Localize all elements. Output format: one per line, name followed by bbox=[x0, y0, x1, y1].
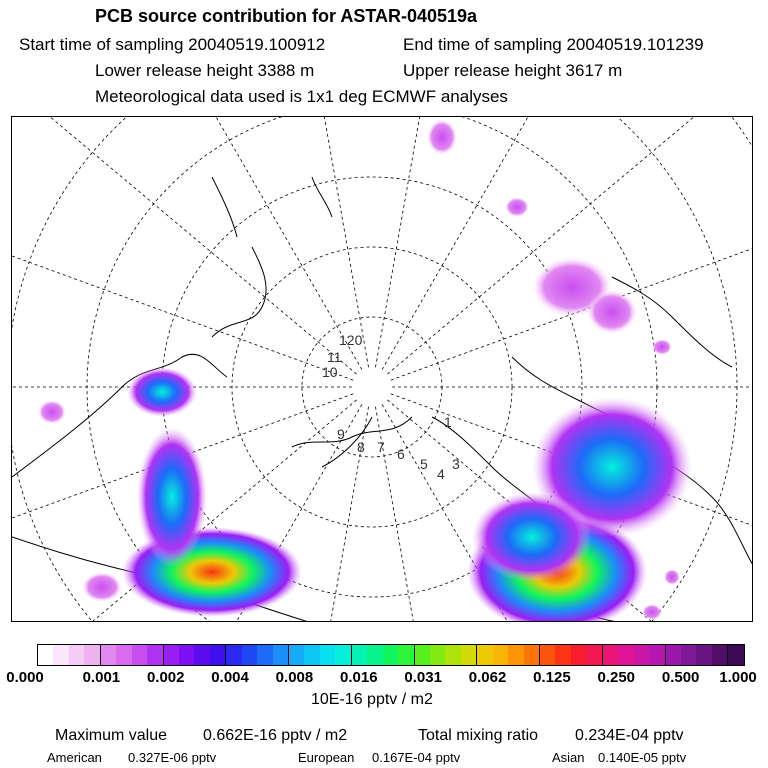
colorbar-units: 10E-16 pptv / m2 bbox=[311, 691, 433, 708]
colorbar-tick-label: 0.062 bbox=[468, 669, 507, 686]
american-value: 0.327E-06 pptv bbox=[128, 750, 217, 765]
colorbar-segment bbox=[257, 645, 272, 665]
colorbar-segment bbox=[586, 645, 602, 665]
traj-label-9: 9 bbox=[337, 426, 345, 442]
polar-map bbox=[11, 116, 753, 622]
colorbar-segment bbox=[666, 645, 681, 665]
american-label: American bbox=[47, 750, 102, 765]
colorbar-segment bbox=[273, 645, 289, 665]
colorbar-tick-label: 0.250 bbox=[597, 669, 636, 686]
colorbar-segment bbox=[508, 645, 523, 665]
colorbar-segment bbox=[210, 645, 226, 665]
colorbar-tick-label: 0.002 bbox=[146, 669, 185, 686]
colorbar-segment bbox=[383, 645, 398, 665]
colorbar-segment bbox=[147, 645, 163, 665]
colorbar-tick-label: 0.500 bbox=[661, 669, 700, 686]
met-data-note: Meteorological data used is 1x1 deg ECMWF analyses bbox=[95, 87, 508, 106]
colorbar-segment bbox=[540, 645, 555, 665]
total-mixing-value: 0.234E-04 pptv bbox=[575, 727, 684, 744]
colorbar-segment bbox=[696, 645, 711, 665]
traj-label-10: 10 bbox=[322, 364, 338, 380]
colorbar-segment bbox=[461, 645, 477, 665]
colorbar-segment bbox=[649, 645, 665, 665]
colorbar-segment bbox=[226, 645, 241, 665]
colorbar-segment bbox=[603, 645, 618, 665]
traj-label-8: 8 bbox=[357, 439, 365, 455]
colorbar-segment bbox=[352, 645, 367, 665]
colorbar-segment bbox=[289, 645, 304, 665]
colorbar-tick-label: 0.016 bbox=[340, 669, 378, 686]
start-time: Start time of sampling 20040519.100912 bbox=[19, 35, 326, 54]
traj-label-4: 4 bbox=[437, 466, 445, 482]
map-title: PCB source contribution for ASTAR-040519a bbox=[95, 6, 478, 26]
total-mixing-label: Total mixing ratio bbox=[418, 727, 539, 744]
traj-label-3: 3 bbox=[452, 456, 460, 472]
colorbar-segment bbox=[712, 645, 728, 665]
traj-label-11: 11 bbox=[327, 349, 342, 365]
colorbar-segment bbox=[304, 645, 319, 665]
colorbar-segment bbox=[555, 645, 570, 665]
colorbar-segment bbox=[445, 645, 460, 665]
max-value: 0.662E-16 pptv / m2 bbox=[203, 727, 348, 744]
traj-label-1: 1 bbox=[444, 414, 452, 430]
colorbar-segment bbox=[415, 645, 430, 665]
meridian-line bbox=[375, 117, 493, 367]
european-value: 0.167E-04 pptv bbox=[372, 750, 461, 765]
meridians bbox=[12, 117, 753, 622]
lower-release-height: Lower release height 3388 m bbox=[95, 61, 315, 80]
colorbar-tick-label: 0.004 bbox=[211, 669, 249, 686]
colorbar-segment bbox=[320, 645, 335, 665]
meridian-line bbox=[12, 148, 353, 381]
colorbar-segment bbox=[53, 645, 68, 665]
colorbar bbox=[37, 644, 745, 666]
colorbar-segment bbox=[38, 645, 53, 665]
colorbar-segment bbox=[634, 645, 649, 665]
colorbar-segment bbox=[524, 645, 540, 665]
colorbar-segment bbox=[164, 645, 179, 665]
colorbar-segment bbox=[681, 645, 696, 665]
colorbar-segment bbox=[477, 645, 492, 665]
colorbar-segment bbox=[571, 645, 586, 665]
meridian-line bbox=[22, 117, 362, 370]
colorbar-segment bbox=[101, 645, 116, 665]
asian-label: Asian bbox=[552, 750, 585, 765]
colorbar-tick-label: 0.000 bbox=[6, 669, 44, 686]
colorbar-tick-label: 0.031 bbox=[404, 669, 442, 686]
meridian-line bbox=[250, 117, 368, 367]
meridian-line bbox=[382, 117, 722, 370]
colorbar-segment bbox=[116, 645, 131, 665]
colorbar-segment bbox=[430, 645, 445, 665]
colorbar-segment bbox=[367, 645, 382, 665]
colorbar-segment bbox=[728, 645, 743, 665]
colorbar-segment bbox=[493, 645, 508, 665]
colorbar-tick-label: 1.000 bbox=[719, 669, 757, 686]
european-label: European bbox=[298, 750, 355, 765]
meridian-line bbox=[12, 117, 357, 374]
colorbar-segment bbox=[69, 645, 84, 665]
asian-value: 0.140E-05 pptv bbox=[598, 750, 687, 765]
colorbar-segment bbox=[242, 645, 257, 665]
colorbar-segment bbox=[398, 645, 414, 665]
colorbar-segment bbox=[618, 645, 633, 665]
upper-release-height: Upper release height 3617 m bbox=[403, 61, 623, 80]
colorbar-segment bbox=[179, 645, 194, 665]
colorbar-tick-label: 0.001 bbox=[82, 669, 121, 686]
traj-label-7: 7 bbox=[377, 439, 385, 455]
colorbar-segment bbox=[194, 645, 209, 665]
traj-label-120: 120 bbox=[339, 332, 363, 348]
colorbar-segment bbox=[335, 645, 351, 665]
map-canvas bbox=[12, 117, 753, 622]
end-time: End time of sampling 20040519.101239 bbox=[403, 35, 704, 54]
colorbar-segment bbox=[84, 645, 100, 665]
meridian-line bbox=[387, 117, 753, 374]
colorbar-tick-label: 0.008 bbox=[275, 669, 314, 686]
concentration-field bbox=[38, 119, 692, 622]
traj-label-5: 5 bbox=[420, 456, 428, 472]
colorbar-tick-label: 0.125 bbox=[533, 669, 571, 686]
max-value-label: Maximum value bbox=[55, 727, 168, 744]
colorbar-segment bbox=[132, 645, 147, 665]
traj-label-6: 6 bbox=[397, 446, 405, 462]
